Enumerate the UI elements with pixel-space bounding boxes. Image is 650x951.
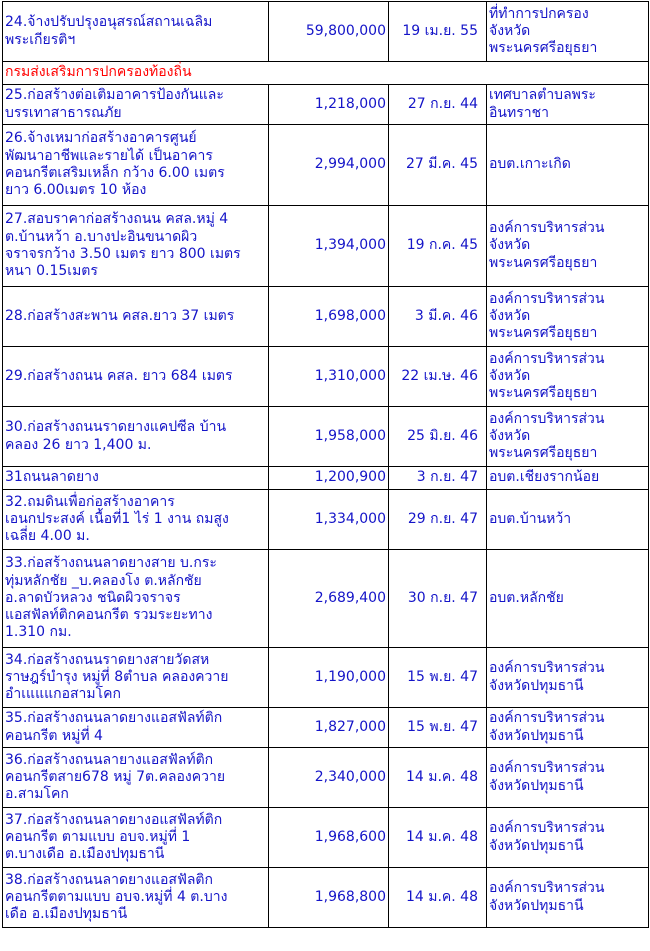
date-cell: 22 เม.ษ. 46 — [389, 347, 487, 407]
table-row — [3, 2, 649, 62]
agency-cell: องค์การบริหารส่วน จังหวัด พระนครศรีอยุธยา — [487, 347, 649, 407]
date-cell: 25 มิ.ย. 46 — [389, 407, 487, 467]
agency-cell: องค์การบริหารส่วน จังหวัดปทุมธานี — [487, 808, 649, 868]
table-row — [3, 467, 649, 490]
date-cell: 15 พ.ย. 47 — [389, 708, 487, 748]
date-cell: 19 เม.ย. 55 — [389, 2, 487, 62]
project-table — [2, 1, 649, 928]
date-cell: 30 ก.ย. 47 — [389, 550, 487, 648]
project-cell: 33.ก่อสร้างถนนลาดยางสาย บ.กระ ทุ่มหลักชัย _บ.คลองโง ต.หลักชัย อ.ลาดบัวหลวง ชนิดผิวจราจร แอสฟัลท์ติกคอนกรีต รวมระยะทาง 1.310 กม. — [3, 550, 269, 648]
amount-cell: 1,190,000 — [269, 648, 389, 708]
amount-cell: 1,827,000 — [269, 708, 389, 748]
date-cell: 14 ม.ค. 48 — [389, 808, 487, 868]
agency-cell: อบต.เกาะเกิด — [487, 125, 649, 206]
amount-cell: 59,800,000 — [269, 2, 389, 62]
project-cell: 36.ก่อสร้างถนนลายางแอสฟัลท์ติก คอนกรีตสาย678 หมู่ 7ต.คลองควาย อ.สามโคก — [3, 748, 269, 808]
amount-cell: 1,200,900 — [269, 467, 389, 490]
agency-cell: อบต.บ้านหว้า — [487, 490, 649, 550]
section-title: กรมส่งเสริมการปกครองท้องถิ่น — [3, 62, 649, 85]
amount-cell: 1,394,000 — [269, 206, 389, 287]
date-cell: 15 พ.ย. 47 — [389, 648, 487, 708]
date-cell: 27 มี.ค. 45 — [389, 125, 487, 206]
amount-cell: 1,334,000 — [269, 490, 389, 550]
project-cell: 26.จ้างเหมาก่อสร้างอาคารศูนย์ พัฒนาอาชีพและรายได้ เป็นอาคาร คอนกรีตเสริมเหล็ก กว้าง 6.00 เมตร ยาว 6.00เมตร 10 ห้อง — [3, 125, 269, 206]
table-row — [3, 748, 649, 808]
amount-cell: 1,968,600 — [269, 808, 389, 868]
project-cell: 31ถนนลาดยาง — [3, 467, 269, 490]
amount-cell: 2,994,000 — [269, 125, 389, 206]
table-row — [3, 490, 649, 550]
project-cell: 38.ก่อสร้างถนนลาดยางแอสฟัลติก คอนกรีตตามแบบ อบจ.หมู่ที่ 4 ต.บาง เดือ อ.เมืองปทุมธานี — [3, 868, 269, 928]
agency-cell: อบต.หลักชัย — [487, 550, 649, 648]
table-row — [3, 808, 649, 868]
project-cell: 34.ก่อสร้างถนนราดยางสายวัดสห ราษฎร์บำรุง หมู่ที่ 8ตำบล คลองควาย อำเแแแกอสามโคก — [3, 648, 269, 708]
table-row — [3, 125, 649, 206]
amount-cell: 2,689,400 — [269, 550, 389, 648]
project-cell: 28.ก่อสร้างสะพาน คสล.ยาว 37 เมตร — [3, 287, 269, 347]
table-row — [3, 287, 649, 347]
agency-cell: องค์การบริหารส่วน จังหวัด พระนครศรีอยุธยา — [487, 206, 649, 287]
project-cell: 35.ก่อสร้างถนนลาดยางแอสฟัลท์ติก คอนกรีต หมู่ที่ 4 — [3, 708, 269, 748]
date-cell: 3 ก.ย. 47 — [389, 467, 487, 490]
amount-cell: 1,968,800 — [269, 868, 389, 928]
table-row — [3, 648, 649, 708]
date-cell: 14 ม.ค. 48 — [389, 748, 487, 808]
table-row — [3, 708, 649, 748]
agency-cell: องค์การบริหารส่วน จังหวัด พระนครศรีอยุธยา — [487, 407, 649, 467]
agency-cell: องค์การบริหารส่วน จังหวัด พระนครศรีอยุธยา — [487, 287, 649, 347]
agency-cell: องค์การบริหารส่วน จังหวัดปทุมธานี — [487, 648, 649, 708]
project-cell: 25.ก่อสร้างต่อเติมอาคารป้องกันและ บรรเทาสาธารณภัย — [3, 85, 269, 125]
project-cell: 27.สอบราคาก่อสร้างถนน คสล.หมู่ 4 ต.บ้านหว้า อ.บางปะอินขนาดผิว จราจรกว้าง 3.50 เมตร ยาว 800 เมตร หนา 0.15เมตร — [3, 206, 269, 287]
agency-cell: อบต.เชียงรากน้อย — [487, 467, 649, 490]
agency-cell: ที่ทำการปกครอง จังหวัด พระนครศรีอยุธยา — [487, 2, 649, 62]
table-row — [3, 347, 649, 407]
amount-cell: 1,310,000 — [269, 347, 389, 407]
amount-cell: 2,340,000 — [269, 748, 389, 808]
date-cell: 14 ม.ค. 48 — [389, 868, 487, 928]
project-cell: 29.ก่อสร้างถนน คสล. ยาว 684 เมตร — [3, 347, 269, 407]
date-cell: 3 มี.ค. 46 — [389, 287, 487, 347]
table-row — [3, 550, 649, 648]
project-cell: 30.ก่อสร้างถนนราดยางแคปซีล บ้าน คลอง 26 ยาว 1,400 ม. — [3, 407, 269, 467]
project-cell: 37.ก่อสร้างถนนลาดยางอแสฟัลท์ติก คอนกรีต ตามแบบ อบจ.หมู่ที่ 1 ต.บางเดือ อ.เมืองปทุมธานี — [3, 808, 269, 868]
table-row — [3, 407, 649, 467]
agency-cell: องค์การบริหารส่วน จังหวัดปทุมธานี — [487, 748, 649, 808]
date-cell: 27 ก.ย. 44 — [389, 85, 487, 125]
project-table-body — [3, 2, 649, 928]
date-cell: 29 ก.ย. 47 — [389, 490, 487, 550]
table-row — [3, 868, 649, 928]
section-header-row — [3, 62, 649, 85]
table-row — [3, 206, 649, 287]
date-cell: 19 ก.ค. 45 — [389, 206, 487, 287]
agency-cell: องค์การบริหารส่วน จังหวัดปทุมธานี — [487, 708, 649, 748]
amount-cell: 1,218,000 — [269, 85, 389, 125]
project-cell: 24.จ้างปรับปรุงอนุสรณ์สถานเฉลิม พระเกียรติฯ — [3, 2, 269, 62]
agency-cell: องค์การบริหารส่วน จังหวัดปทุมธานี — [487, 868, 649, 928]
table-row — [3, 85, 649, 125]
amount-cell: 1,958,000 — [269, 407, 389, 467]
amount-cell: 1,698,000 — [269, 287, 389, 347]
agency-cell: เทศบาลตำบลพระ อินทราชา — [487, 85, 649, 125]
project-cell: 32.ถมดินเพื่อก่อสร้างอาคาร เอนกประสงค์ เนื้อที่1 ไร่ 1 งาน ถมสูง เฉลี่ย 4.00 ม. — [3, 490, 269, 550]
